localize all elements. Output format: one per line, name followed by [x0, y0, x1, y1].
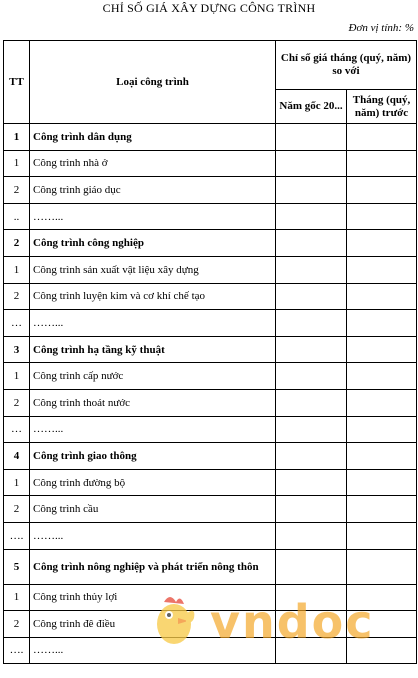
table-row: [4, 256, 417, 283]
row-tt: …: [4, 310, 30, 337]
row-tt: 2: [4, 496, 30, 523]
cell-base-year[interactable]: [276, 363, 347, 390]
cell-previous[interactable]: [347, 416, 417, 443]
row-name: ……...: [30, 310, 276, 337]
cell-base-year[interactable]: [276, 203, 347, 230]
row-tt: …: [4, 416, 30, 443]
cell-base-year[interactable]: [276, 496, 347, 523]
cell-base-year[interactable]: [276, 283, 347, 310]
cell-base-year[interactable]: [276, 256, 347, 283]
row-name: Công trình cầu: [30, 496, 276, 523]
cell-base-year[interactable]: [276, 124, 347, 151]
unit-note: Đơn vị tính: %: [348, 22, 414, 34]
row-tt: 2: [4, 283, 30, 310]
cell-previous[interactable]: [347, 549, 417, 584]
row-name: Công trình sản xuất vật liệu xây dựng: [30, 256, 276, 283]
cell-base-year[interactable]: [276, 336, 347, 363]
row-tt: 1: [4, 150, 30, 177]
header-base-year: Năm gốc 20...: [276, 90, 347, 124]
cell-base-year[interactable]: [276, 469, 347, 496]
row-tt: ….: [4, 522, 30, 549]
row-name: Công trình giao thông: [30, 443, 276, 470]
cell-previous[interactable]: [347, 230, 417, 257]
table-row: [4, 310, 417, 337]
watermark-text: vndoc: [210, 595, 375, 649]
table-row: [4, 469, 417, 496]
row-name: Công trình công nghiệp: [30, 230, 276, 257]
row-tt: 2: [4, 389, 30, 416]
table-row: [4, 363, 417, 390]
cell-previous[interactable]: [347, 310, 417, 337]
row-name: Công trình luyện kim và cơ khí chế tạo: [30, 283, 276, 310]
table-row: [4, 336, 417, 363]
document-title: CHỈ SỐ GIÁ XÂY DỰNG CÔNG TRÌNH: [102, 1, 316, 15]
row-tt: 1: [4, 469, 30, 496]
cell-base-year[interactable]: [276, 416, 347, 443]
row-tt: 1: [4, 124, 30, 151]
row-tt: ..: [4, 203, 30, 230]
header-group: Chỉ số giá tháng (quý, năm) so với: [276, 41, 417, 90]
table-row: [4, 496, 417, 523]
table-row: [4, 522, 417, 549]
cell-previous[interactable]: [347, 443, 417, 470]
cell-previous[interactable]: [347, 256, 417, 283]
chicken-mascot-icon: [157, 597, 194, 644]
cell-previous[interactable]: [347, 203, 417, 230]
row-name: Công trình đê điều: [30, 611, 276, 638]
cell-previous[interactable]: [347, 336, 417, 363]
cell-previous[interactable]: [347, 124, 417, 151]
table-row: [4, 283, 417, 310]
table-row: [4, 389, 417, 416]
cell-base-year[interactable]: [276, 230, 347, 257]
row-name: Công trình nhà ở: [30, 150, 276, 177]
row-name: Công trình cấp nước: [30, 363, 276, 390]
row-name: ……...: [30, 522, 276, 549]
cell-previous[interactable]: [347, 522, 417, 549]
price-index-table: [3, 40, 417, 664]
row-tt: 2: [4, 230, 30, 257]
cell-previous[interactable]: [347, 363, 417, 390]
cell-base-year[interactable]: [276, 150, 347, 177]
row-tt: 1: [4, 584, 30, 611]
header-type: Loại công trình: [30, 41, 276, 124]
table-row: [4, 549, 417, 584]
cell-previous[interactable]: [347, 389, 417, 416]
row-name: ……...: [30, 203, 276, 230]
cell-previous[interactable]: [347, 496, 417, 523]
row-name: Công trình thoát nước: [30, 389, 276, 416]
cell-base-year[interactable]: [276, 389, 347, 416]
row-name: Công trình hạ tầng kỹ thuật: [30, 336, 276, 363]
table-row: [4, 177, 417, 204]
row-tt: 2: [4, 177, 30, 204]
table-row: [4, 203, 417, 230]
cell-previous[interactable]: [347, 150, 417, 177]
row-name: ……...: [30, 637, 276, 664]
row-name: ……...: [30, 416, 276, 443]
row-name: Công trình dân dụng: [30, 124, 276, 151]
table-row: [4, 443, 417, 470]
row-tt: 1: [4, 363, 30, 390]
row-name: Công trình nông nghiệp và phát triển nông thôn: [30, 549, 276, 584]
table-body: [4, 124, 417, 664]
header-tt: TT: [4, 41, 30, 124]
header-previous: Tháng (quý, năm) trước: [347, 90, 417, 124]
row-tt: 2: [4, 611, 30, 638]
table-row: [4, 124, 417, 151]
row-name: Công trình thủy lợi: [30, 584, 276, 611]
table-row: [4, 416, 417, 443]
row-tt: 1: [4, 256, 30, 283]
row-name: Công trình giáo dục: [30, 177, 276, 204]
row-tt: 4: [4, 443, 30, 470]
cell-previous[interactable]: [347, 283, 417, 310]
cell-base-year[interactable]: [276, 177, 347, 204]
cell-previous[interactable]: [347, 469, 417, 496]
row-tt: 5: [4, 549, 30, 584]
table-row: [4, 230, 417, 257]
cell-base-year[interactable]: [276, 310, 347, 337]
cell-base-year[interactable]: [276, 522, 347, 549]
row-tt: ….: [4, 637, 30, 664]
cell-previous[interactable]: [347, 177, 417, 204]
row-name: Công trình đường bộ: [30, 469, 276, 496]
table-row: [4, 150, 417, 177]
vndoc-watermark-logo: [148, 588, 378, 650]
cell-base-year[interactable]: [276, 549, 347, 584]
row-tt: 3: [4, 336, 30, 363]
cell-base-year[interactable]: [276, 443, 347, 470]
